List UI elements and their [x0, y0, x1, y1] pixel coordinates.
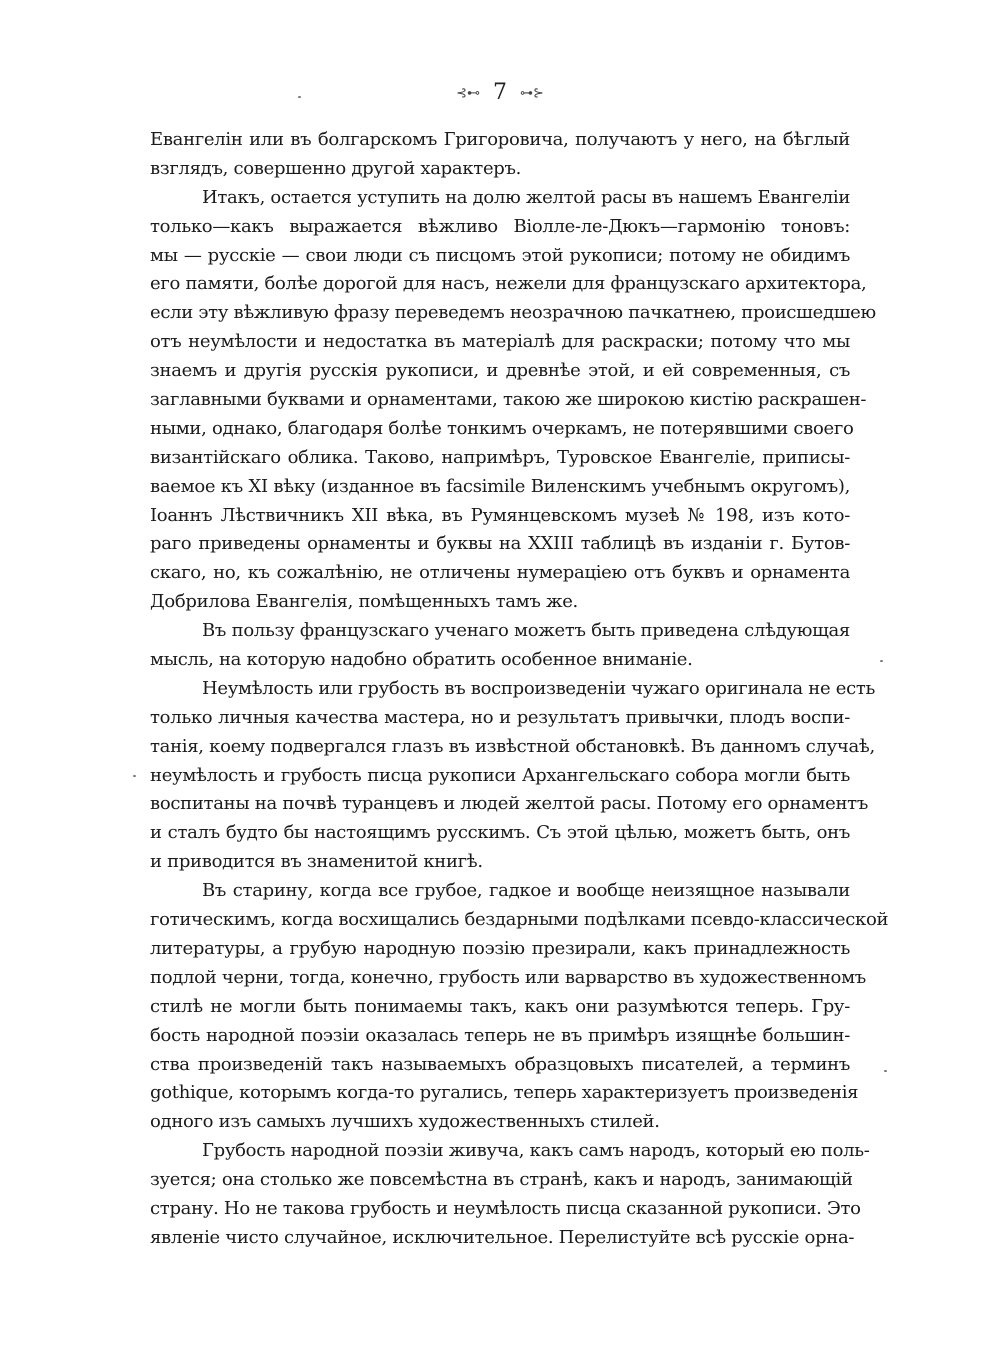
text-line: заглавными буквами и орнаментами, такою же широкою кистію раскрашен- [150, 389, 867, 411]
text-line: зуется; она столько же повсемѣстна въ странѣ, какъ и народъ, занимающій [150, 1169, 853, 1191]
text-line: скаго, но, къ сожалѣнію, не отличены нумераціею отъ буквъ и орнамента [150, 562, 850, 584]
text-line: Въ пользу французскаго ученаго можетъ быть приведена слѣдующая [202, 620, 850, 642]
body-text [150, 126, 889, 1253]
text-line: только—какъ выражается вѣжливо Віолле-ле-Дюкъ—гармонію тоновъ: [150, 215, 850, 237]
text-line: мы — русскіе — свои люди съ писцомъ этой рукописи; потому не обидимъ [150, 244, 850, 266]
ornament-right: ⊶⊱ [520, 85, 544, 101]
text-line: неумѣлость и грубость писца рукописи Архангельскаго собора могли быть [150, 764, 850, 786]
text-line: Добрилова Евангелія, помѣщенныхъ тамъ же. [150, 591, 578, 613]
text-line: gothique, которымъ когда-то ругались, теперь характеризуетъ произведенія [150, 1082, 859, 1104]
text-line: ваемое къ XI вѣку (изданное въ facsimile Виленскимъ учебнымъ округомъ), [150, 475, 850, 497]
text-line: бость народной поэзіи оказалась теперь не въ примѣръ изящнѣе большин- [150, 1024, 850, 1046]
text-line: явленіе чисто случайное, исключительное. Перелистуйте всѣ русскіе орна- [150, 1226, 855, 1248]
text-line: подлой черни, тогда, конечно, грубость или варварство въ художественномъ [150, 966, 866, 988]
ornament-left: ⊰⊷ [456, 85, 480, 101]
text-line: литературы, а грубую народную поэзію презирали, какъ принадлежность [150, 937, 850, 959]
print-speck [298, 96, 301, 98]
text-line: Итакъ, остается уступить на долю желтой расы въ нашемъ Евангеліи [202, 186, 851, 208]
text-line: мысль, на которую надобно обратить особенное вниманіе. [150, 649, 693, 671]
text-line: одного изъ самыхъ лучшихъ художественныхъ стилей. [150, 1111, 660, 1133]
text-line: раго приведены орнаменты и буквы на XXIII таблицѣ въ изданіи г. Бутов- [150, 533, 850, 555]
text-line: ными, однако, благодаря болѣе тонкимъ очеркамъ, не потерявшими своего [150, 417, 854, 439]
text-line: страну. Но не такова грубость и неумѣлость писца сказанной рукописи. Это [150, 1197, 861, 1219]
text-line: и приводится въ знаменитой книгѣ. [150, 851, 483, 873]
text-line: Въ старину, когда все грубое, гадкое и вообще неизящное называли [202, 880, 850, 902]
text-line: взглядъ, совершенно другой характеръ. [150, 157, 522, 179]
text-line: ства произведеній такъ называемыхъ образцовыхъ писателей, а терминъ [150, 1053, 850, 1075]
text-line: воспитаны на почвѣ туранцевъ и людей желтой расы. Потому его орнаментъ [150, 793, 868, 815]
text-line: танія, коему подвергался глазъ въ извѣстной обстановкѣ. Въ данномъ случаѣ, [150, 735, 875, 757]
text-line: византійскаго облика. Таково, напримѣръ, Туровское Евангеліе, приписы- [150, 446, 850, 468]
text-line: готическимъ, когда восхищались бездарными подѣлками псевдо-классической [150, 909, 889, 931]
text-line: его памяти, болѣе дорогой для насъ, нежели для французскаго архитектора, [150, 273, 867, 295]
text-line: и сталъ будто бы настоящимъ русскимъ. Съ этой цѣлью, можетъ быть, онъ [150, 822, 850, 844]
page-number: 7 [493, 80, 507, 105]
page-header [0, 80, 1000, 105]
text-line: Неумѣлость или грубость въ воспроизведеніи чужаго оригинала не есть [202, 677, 876, 699]
print-speck [880, 660, 883, 662]
text-line: Грубость народной поэзіи живуча, какъ самъ народъ, который ею поль- [202, 1140, 870, 1162]
text-line: Іоаннъ Лѣствичникъ XII вѣка, въ Румянцевскомъ музеѣ № 198, изъ кото- [150, 504, 850, 526]
text-line: стилѣ не могли быть понимаемы такъ, какъ они разумѣются теперь. Гру- [150, 995, 850, 1017]
text-line: только личныя качества мастера, но и результатъ привычки, плодъ воспи- [150, 706, 850, 728]
text-line: знаемъ и другія русскія рукописи, и древнѣе этой, и ей современныя, съ [150, 360, 850, 382]
text-line: если эту вѣжливую фразу переведемъ неозрачною пачкатнею, происшедшею [150, 302, 876, 324]
print-speck [884, 1070, 887, 1072]
print-speck [133, 775, 136, 777]
text-line: Евангелін или въ болгарскомъ Григоровича, получаютъ у него, на бѣглый [150, 129, 850, 150]
text-line: отъ неумѣлости и недостатка въ матеріалѣ для раскраски; потому что мы [150, 331, 850, 353]
